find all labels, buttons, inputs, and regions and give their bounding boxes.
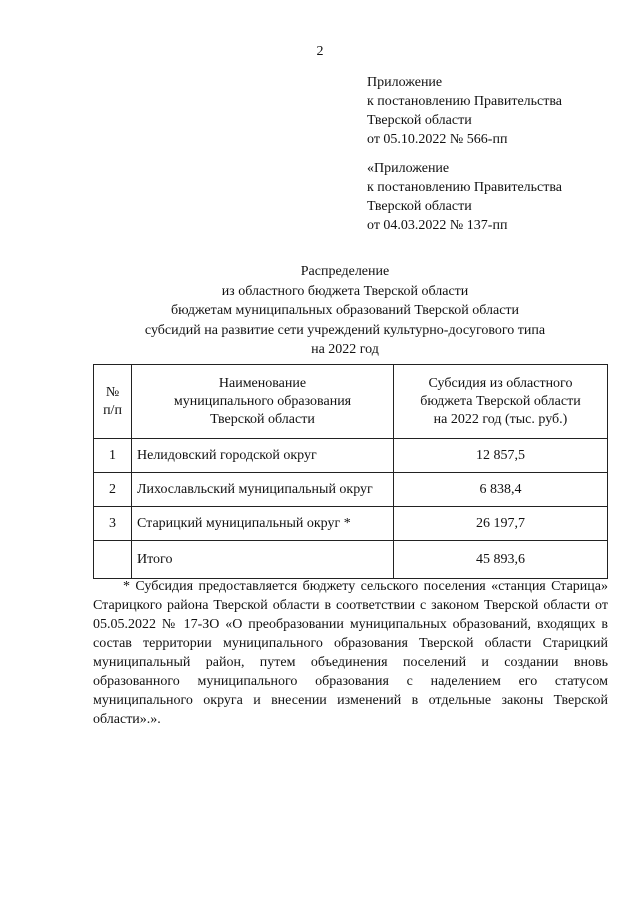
appendix-line: «Приложение xyxy=(367,161,450,176)
total-amount: 45 893,6 xyxy=(394,541,608,579)
title-line: на 2022 год xyxy=(311,342,379,357)
appendix-line: к постановлению Правительства xyxy=(367,94,563,109)
footnote: * Субсидия предоставляется бюджету сельского поселения «станция Старица» Старицкого района Тверской области в соответствии с законом Тверской области от 05.05.2022 № 17-ЗО «О преобразовании муниципальных образований, входящих в состав территории муниципального образования Тверской области Старицкий муниципальный район, путем объединения поселений и создании вновь образованного муниципального образования с наделением его статусом муниципального округа и внесении изменений в отдельные законы Тверской области».». xyxy=(93,579,608,727)
document-title xyxy=(80,262,610,360)
subsidy-amount: 12 857,5 xyxy=(394,439,608,473)
header-line: п/п xyxy=(103,402,122,418)
title-line: бюджетам муниципальных образований Тверской области xyxy=(170,303,520,318)
header-line: на 2022 год (тыс. руб.) xyxy=(433,411,568,427)
municipality-name: Лихославльский муниципальный округ xyxy=(132,473,394,507)
municipality-name: Нелидовский городской округ xyxy=(132,439,394,473)
header-line: № xyxy=(105,384,120,400)
row-number: 1 xyxy=(94,439,132,473)
header-line: муниципального образования xyxy=(173,393,352,409)
title-line: Распределение xyxy=(300,264,390,279)
appendix-reference-current xyxy=(367,73,627,149)
subsidy-amount: 6 838,4 xyxy=(394,473,608,507)
appendix-line: к постановлению Правительства xyxy=(367,180,563,195)
total-label: Итого xyxy=(132,541,394,579)
subsidy-table xyxy=(93,364,608,579)
header-line: бюджета Тверской области xyxy=(420,393,581,409)
total-number-cell xyxy=(94,541,132,579)
appendix-reference-previous xyxy=(367,159,627,235)
appendix-line: Приложение xyxy=(367,75,443,90)
subsidy-amount: 26 197,7 xyxy=(394,507,608,541)
appendix-line: Тверской области xyxy=(367,113,472,128)
table-row xyxy=(94,473,608,507)
table-row xyxy=(94,439,608,473)
header-line: Субсидия из областного xyxy=(428,375,573,391)
appendix-line: Тверской области xyxy=(367,199,472,214)
row-number: 2 xyxy=(94,473,132,507)
page-number: 2 xyxy=(316,44,324,59)
table-total-row xyxy=(94,541,608,579)
header-subsidy-amount xyxy=(394,365,608,439)
table-header-row xyxy=(94,365,608,439)
title-line: из областного бюджета Тверской области xyxy=(221,283,469,299)
table-row xyxy=(94,507,608,541)
appendix-line: от 05.10.2022 № 566-пп xyxy=(367,132,508,147)
header-number xyxy=(94,365,132,439)
header-line: Наименование xyxy=(218,375,307,391)
municipality-name: Старицкий муниципальный округ * xyxy=(132,507,394,541)
row-number: 3 xyxy=(94,507,132,541)
header-line: Тверской области xyxy=(210,411,315,427)
title-line: субсидий на развитие сети учреждений культурно-досугового типа xyxy=(144,322,546,338)
header-municipality xyxy=(132,365,394,439)
appendix-line: от 04.03.2022 № 137-пп xyxy=(367,218,508,233)
